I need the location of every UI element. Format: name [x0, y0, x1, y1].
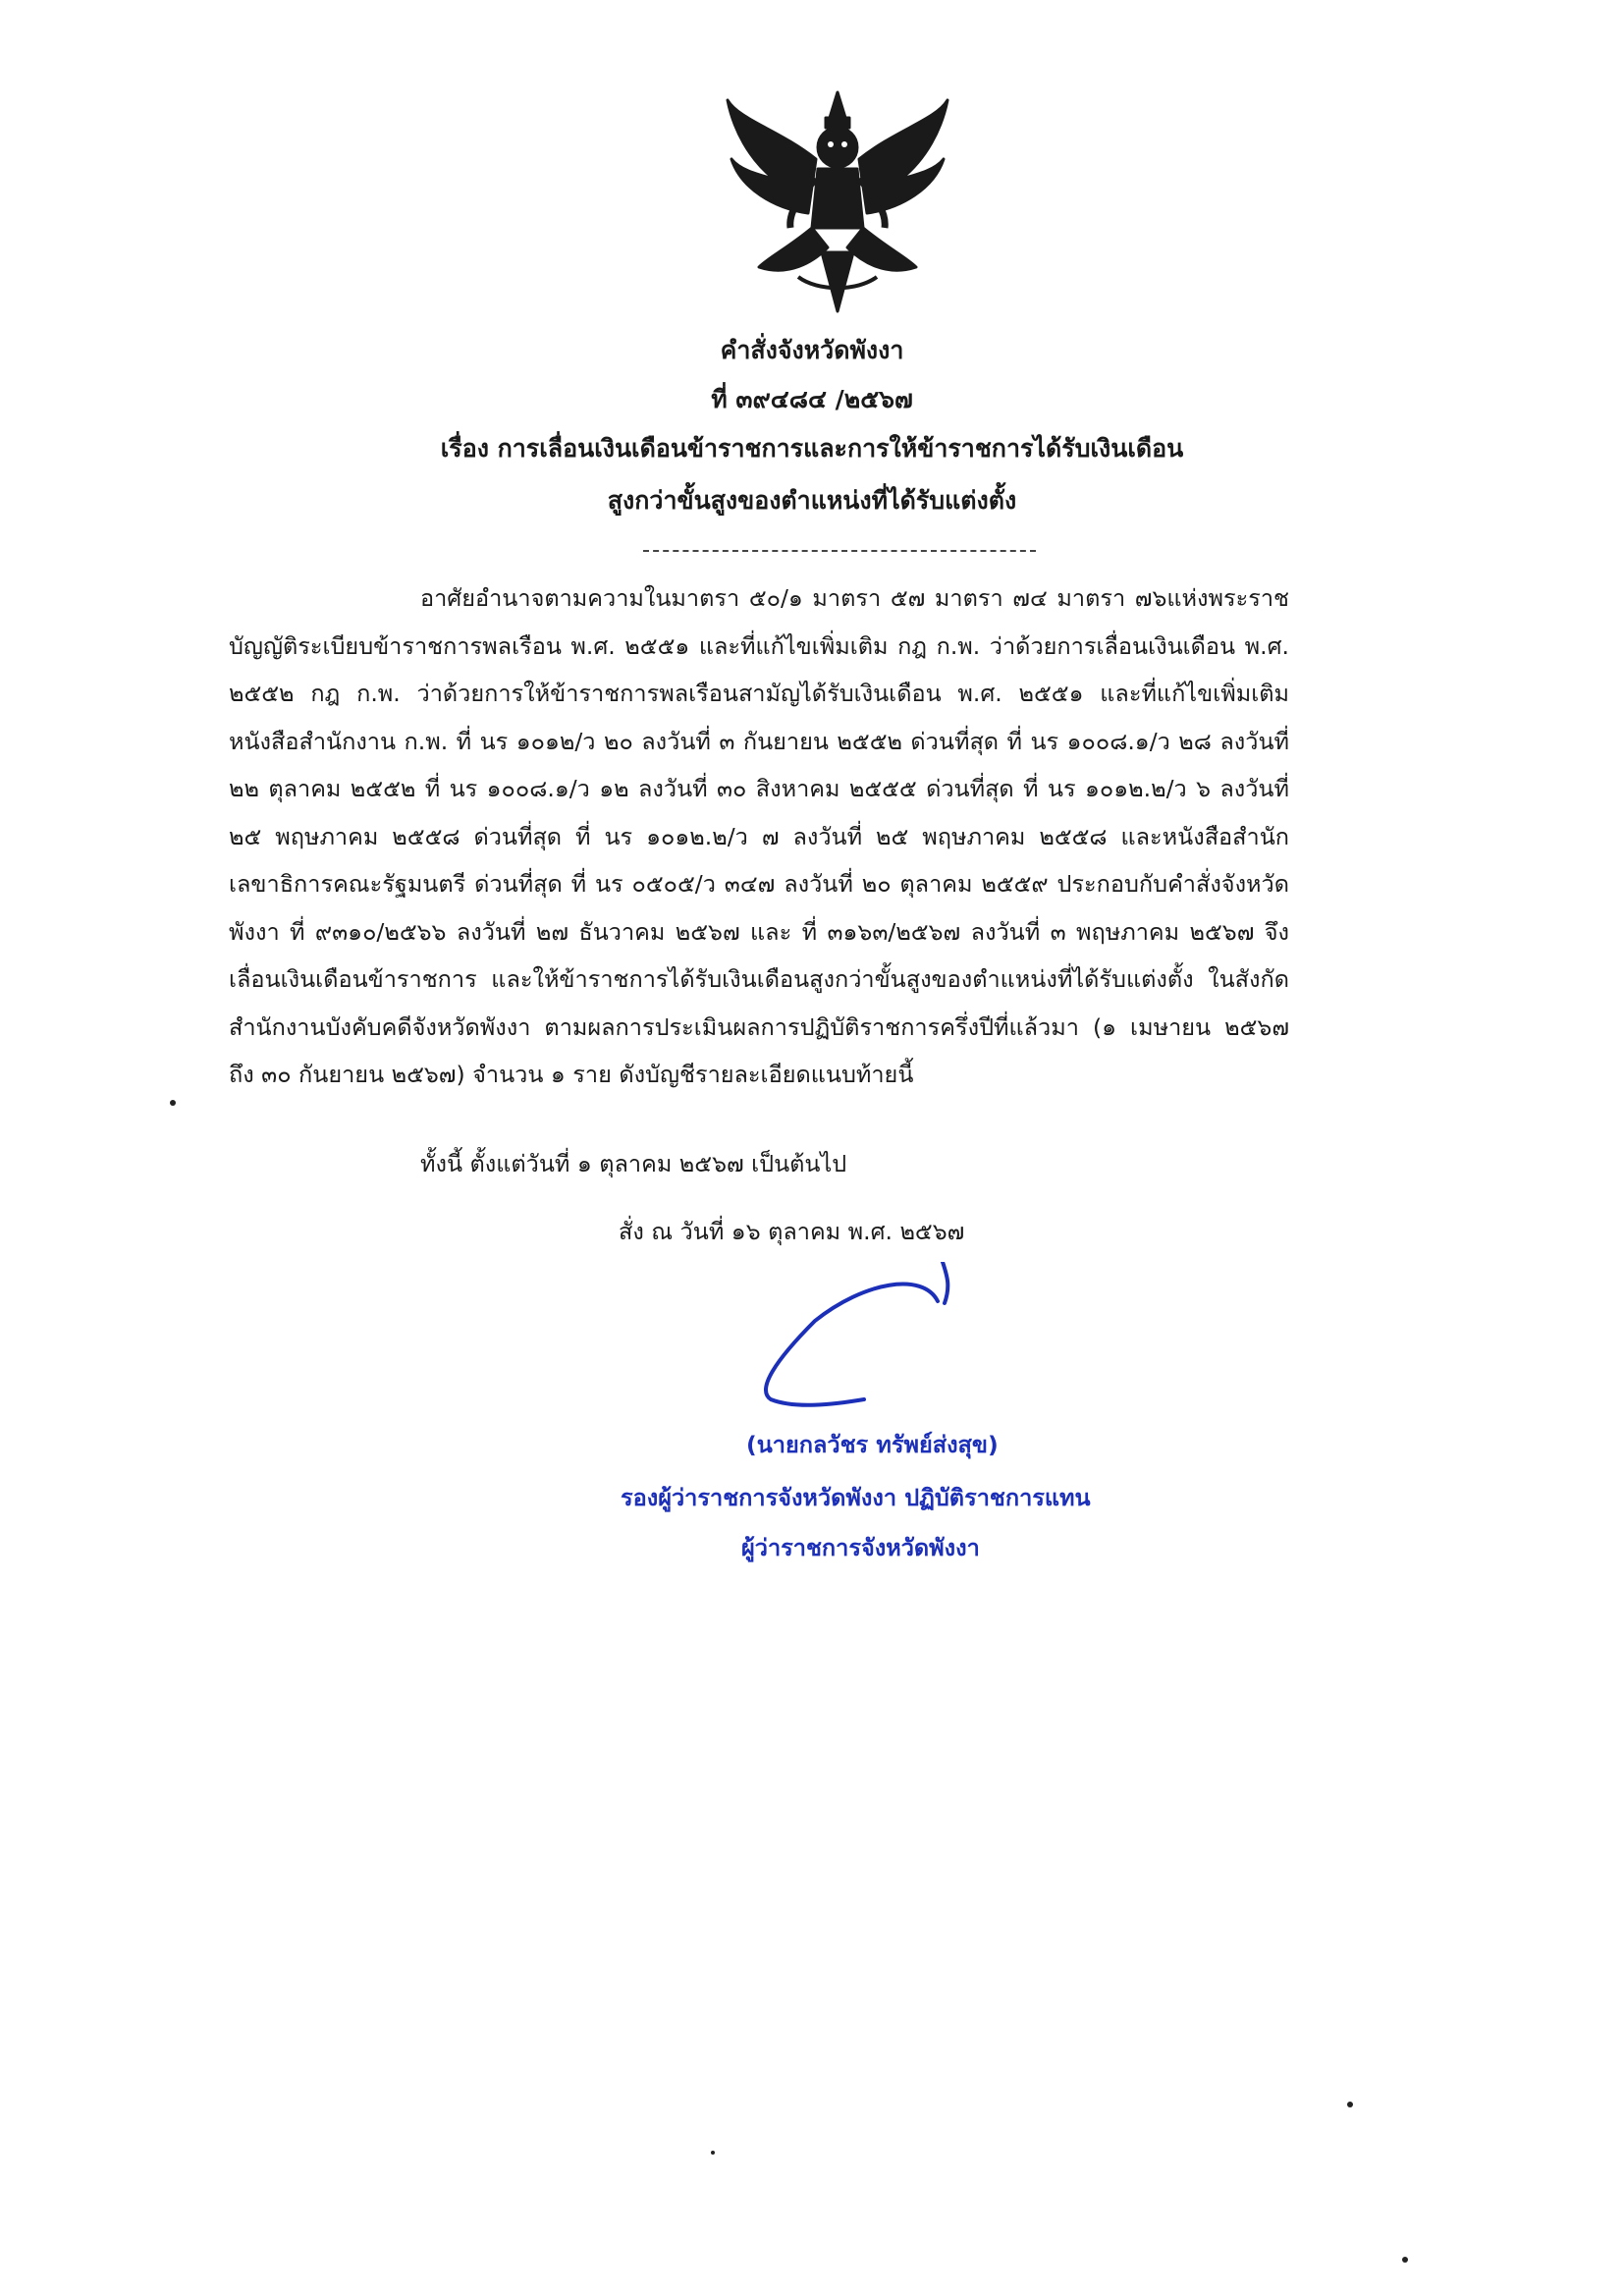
body-paragraph-1: อาศัยอำนาจตามความในมาตรา ๕๐/๑ มาตรา ๕๗ มาตรา ๗๔ มาตรา ๗๖แห่งพระราชบัญญัติระเบียบข้าราชการพลเรือน พ.ศ. ๒๕๕๑ และที่แก้ไขเพิ่มเติม กฎ ก.พ. ว่าด้วยการเลื่อนเงินเดือน พ.ศ. ๒๕๕๒ กฎ ก.พ. ว่าด้วยการให้ข้าราชการพลเรือนสามัญได้รับเงินเดือน พ.ศ. ๒๕๕๑ และที่แก้ไขเพิ่มเติม หนังสือสำนักงาน ก.พ. ที่ นร ๑๐๑๒/ว ๒๐ ลงวันที่ ๓ กันยายน ๒๕๕๒ ด่วนที่สุด ที่ นร ๑๐๐๘.๑/ว ๒๘ ลงวันที่ ๒๒ ตุลาคม ๒๕๕๒ ที่ นร ๑๐๐๘.๑/ว ๑๒ ลงวันที่ ๓๐ สิงหาคม ๒๕๕๕ ด่วนที่สุด ที่ นร ๑๐๑๒.๒/ว ๖ ลงวันที่ ๒๕ พฤษภาคม ๒๕๕๘ ด่วนที่สุด ที่ นร ๑๐๑๒.๒/ว ๗ ลงวันที่ ๒๕ พฤษภาคม ๒๕๕๘ และหนังสือสำนักเลขาธิการคณะรัฐมนตรี ด่วนที่สุด ที่ นร ๐๕๐๕/ว ๓๔๗ ลงวันที่ ๒๐ ตุลาคม ๒๕๕๙ ประกอบกับคำสั่งจังหวัดพังงา ที่ ๙๓๑๐/๒๕๖๖ ลงวันที่ ๒๗ ธันวาคม ๒๕๖๗ และ ที่ ๓๑๖๓/๒๕๖๗ ลงวันที่ ๓ พฤษภาคม ๒๕๖๗ จึงเลื่อนเงินเดือนข้าราชการ และให้ข้าราชการได้รับเงินเดือนสูงกว่าขั้นสูงของตำแหน่งที่ได้รับแต่งตั้ง ในสังกัดสำนักงานบังคับคดีจังหวัดพังงา ตามผลการประเมินผลการปฏิบัติราชการครึ่งปีที่แล้วมา (๑ เมษายน ๒๕๖๗ ถึง ๓๐ กันยายน ๒๕๖๗) จำนวน ๑ ราย ดังบัญชีรายละเอียดแนบท้ายนี้ — [229, 584, 1289, 1088]
order-title: คำสั่งจังหวัดพังงา — [720, 336, 904, 364]
handwritten-signature — [746, 1262, 972, 1419]
order-date: สั่ง ณ วันที่ ๑๖ ตุลาคม พ.ศ. ๒๕๖๗ — [619, 1218, 965, 1245]
signatory-position-2: ผู้ว่าราชการจังหวัดพังงา — [741, 1534, 980, 1561]
signatory-position: รองผู้ว่าราชการจังหวัดพังงา ปฏิบัติราชการแทน — [621, 1484, 1091, 1511]
subject-line-1: เรื่อง การเลื่อนเงินเดือนข้าราชการและการให้ข้าราชการได้รับเงินเดือน — [440, 434, 1184, 463]
scan-speck — [1402, 2257, 1408, 2263]
divider — [643, 550, 1036, 552]
scan-speck — [1347, 2102, 1353, 2107]
garuda-emblem-icon — [720, 90, 955, 321]
signatory-name: (นายกลวัชร ทรัพย์ส่งสุข) — [746, 1431, 999, 1458]
subject-line-2: สูงกว่าขั้นสูงของตำแหน่งที่ได้รับแต่งตั้ง — [607, 486, 1017, 515]
order-number: ที่ ๓๙๔๘๔ /๒๕๖๗ — [711, 385, 913, 413]
scan-speck — [170, 1100, 176, 1106]
body-paragraph-2: ทั้งนี้ ตั้งแต่วันที่ ๑ ตุลาคม ๒๕๖๗ เป็นต้นไป — [420, 1150, 847, 1177]
scan-speck — [711, 2151, 715, 2155]
